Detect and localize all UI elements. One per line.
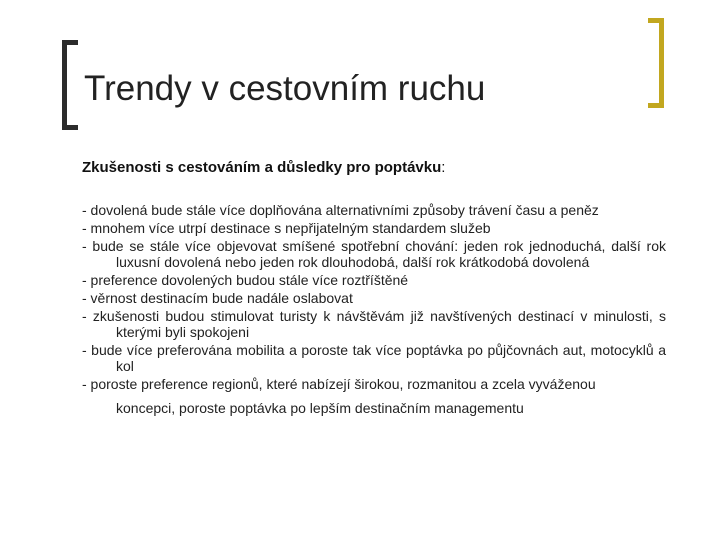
bullet-item: - zkušenosti budou stimulovat turisty k návštěvám již navštívených destinací v minulosti, s kterými byli spokojeni (82, 308, 666, 340)
slide-title: Trendy v cestovním ruchu (84, 69, 486, 108)
bullet-item: - bude se stále více objevovat smíšené spotřební chování: jeden rok jednoduchá, další rok luxusní dovolená nebo jeden rok dlouhodobá, další rok krátkodobá dovolená (82, 238, 666, 270)
bullet-item: - věrnost destinacím bude nadále oslabovat (82, 290, 353, 306)
bullet-item: - bude více preferována mobilita a poroste tak více poptávka po půjčovnách aut, motocyklů a kol (82, 342, 666, 374)
bullet-item: - preference dovolených budou stále více roztříštěné (82, 272, 409, 288)
bullet-item-continuation: koncepci, poroste poptávka po lepším destinačním managementu (116, 400, 524, 416)
subtitle-tail: : (441, 159, 446, 176)
left-bracket-decoration (62, 40, 78, 130)
slide-subtitle (82, 159, 445, 177)
subtitle-bold: Zkušenosti s cestováním a důsledky pro poptávku (82, 159, 442, 176)
bullet-list (82, 202, 666, 416)
bullet-item: - mnohem více utrpí destinace s nepřijatelným standardem služeb (82, 220, 491, 236)
right-bracket-decoration (648, 18, 664, 108)
bullet-item-last (82, 376, 666, 416)
bullet-item: - dovolená bude stále více doplňována alternativními způsoby trávení času a peněz (82, 202, 599, 218)
bullet-item-last-text: - poroste preference regionů, které nabízejí širokou, rozmanitou a zcela vyváženou (82, 376, 596, 392)
